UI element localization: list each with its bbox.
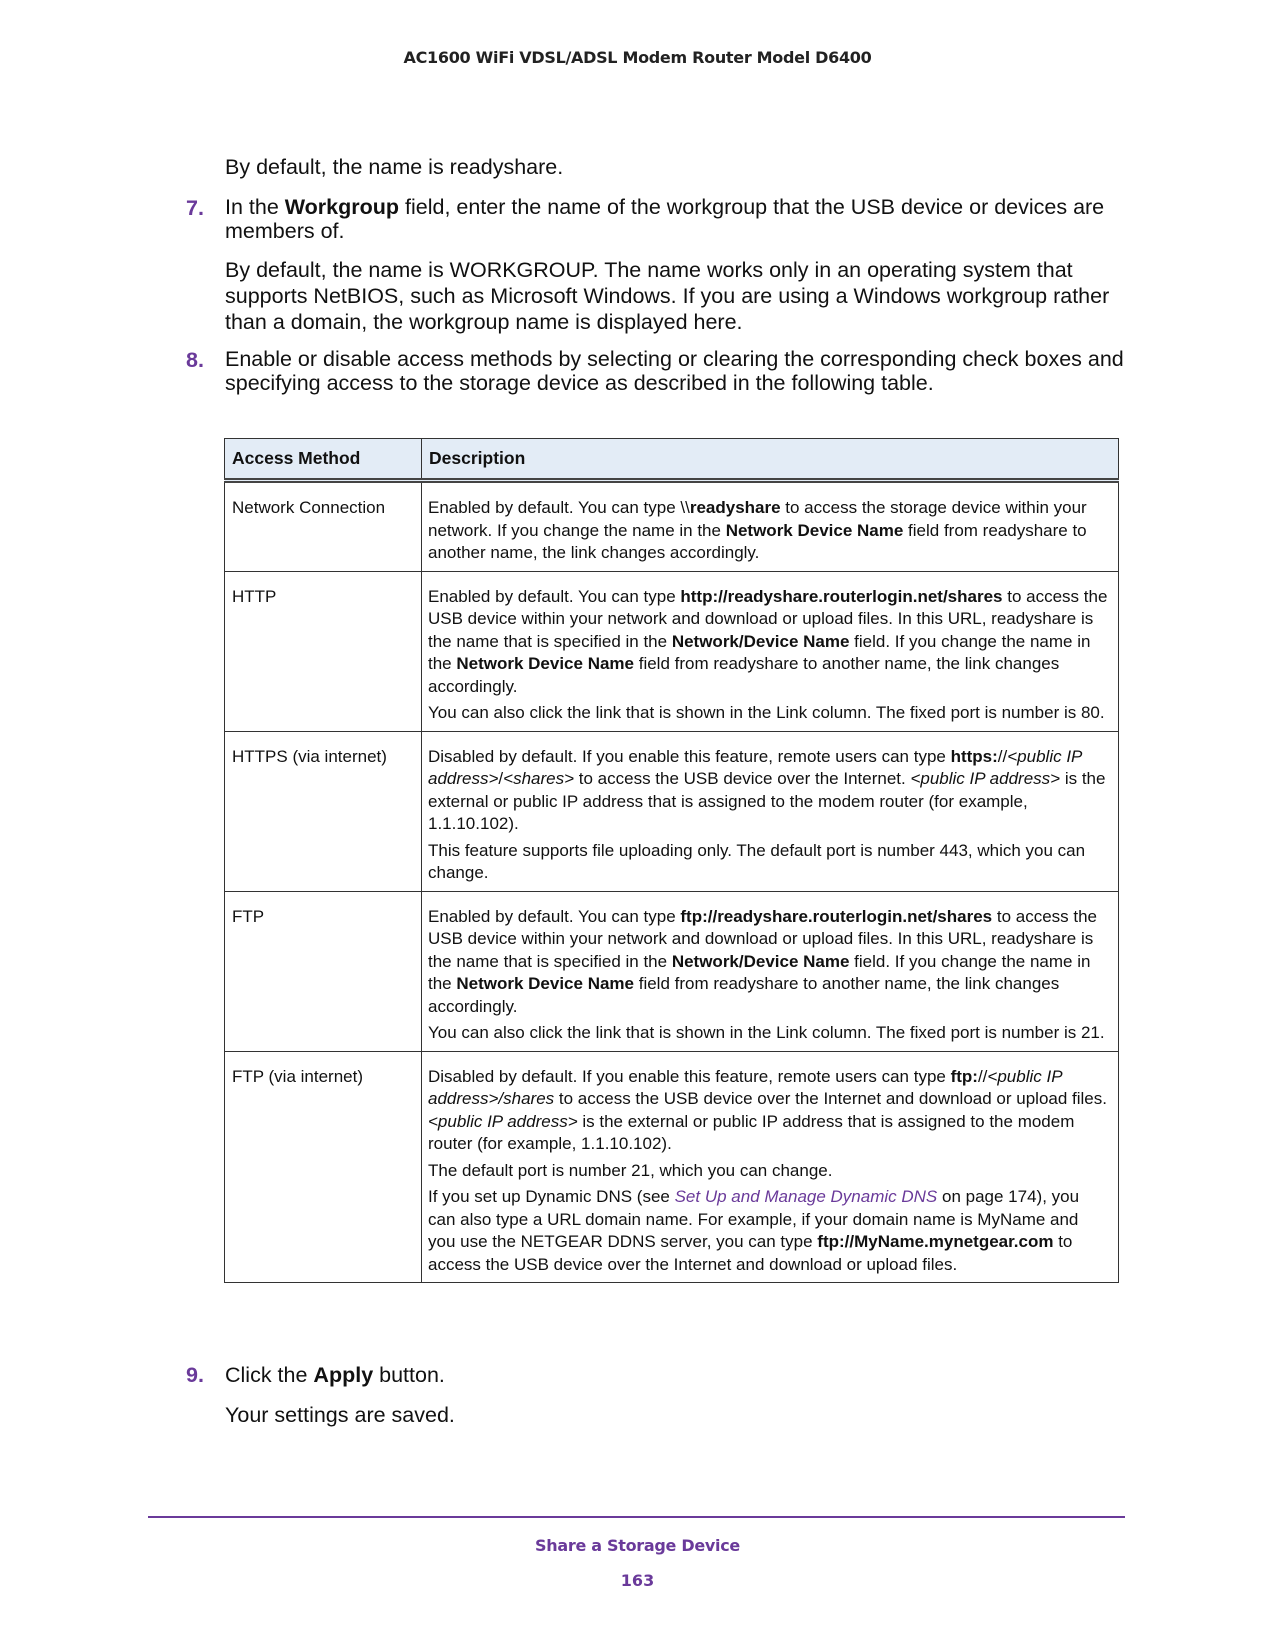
description-paragraph: If you set up Dynamic DNS (see Set Up and Manage Dynamic DNS on page 174), you can also type a URL domain name. For example, if your domain name is MyName and you use the NETGEAR DDNS server, you can type ftp://MyName.mynetgear.com to access the USB device over the Internet and download or upload files.	[428, 1187, 1080, 1274]
apply-button-label: Apply	[313, 1363, 374, 1387]
access-method-cell: Network Connection	[225, 481, 422, 572]
page-number: 163	[620, 1571, 655, 1590]
description-cell	[422, 1051, 1119, 1283]
description-paragraph: Disabled by default. If you enable this feature, remote users can type ftp://<public IP address>/shares to access the USB device over the Internet and download or upload files. <public IP address> is the external or public IP address that is assigned to the modem router (for example, 1.1.10.102).	[428, 1066, 1107, 1153]
description-paragraph: This feature supports file uploading only. The default port is number 443, which you can change.	[428, 840, 1086, 882]
description-cell	[422, 571, 1119, 731]
step-7-text: In the Workgroup field, enter the name of the workgroup that the USB device or devices are members of.	[225, 195, 1105, 243]
table-row	[225, 891, 1119, 1051]
table-header-row	[225, 439, 1119, 481]
step-7-number: 7.	[186, 196, 204, 220]
footer-section-title: Share a Storage Device	[535, 1536, 740, 1555]
workgroup-field-label: Workgroup	[284, 195, 400, 219]
access-methods-table	[224, 438, 1119, 1283]
description-paragraph: You can also click the link that is shown in the Link column. The fixed port is number is 21.	[428, 1023, 1105, 1042]
step-8-text: Enable or disable access methods by selecting or clearing the corresponding check boxes and specifying access to the storage device as described in the following table.	[225, 347, 1124, 395]
column-header-access-method: Access Method	[225, 439, 422, 481]
step-9-note: Your settings are saved.	[225, 1403, 455, 1427]
access-method-cell: FTP (via internet)	[225, 1051, 422, 1283]
dynamic-dns-link[interactable]: Set Up and Manage Dynamic DNS	[674, 1187, 938, 1206]
description-paragraph: The default port is number 21, which you can change.	[428, 1160, 833, 1180]
access-method-cell: FTP	[225, 891, 422, 1051]
running-header: AC1600 WiFi VDSL/ADSL Modem Router Model D6400	[403, 48, 872, 67]
description-paragraph: Disabled by default. If you enable this feature, remote users can type https://<public IP address>/<shares> to access the USB device over the Internet. <public IP address> is the external or public IP address that is assigned to the modem router (for example, 1.1.10.102).	[428, 746, 1106, 833]
table-row	[225, 481, 1119, 572]
intro-paragraph: By default, the name is readyshare.	[225, 155, 564, 179]
footer-divider	[148, 1516, 1125, 1518]
description-paragraph: Enabled by default. You can type ftp://readyshare.routerlogin.net/shares to access the USB device within your network and download or upload files. In this URL, readyshare is the name that is specified in the Network/Device Name field. If you change the name in the Network Device Name field from readyshare to another name, the link changes accordingly.	[428, 906, 1098, 1016]
column-header-description: Description	[422, 439, 1119, 481]
table-row	[225, 1051, 1119, 1283]
table-row	[225, 571, 1119, 731]
step-9-number: 9.	[186, 1363, 204, 1387]
step-9-text: Click the Apply button.	[225, 1363, 445, 1387]
description-cell	[422, 481, 1119, 572]
access-method-cell: HTTP	[225, 571, 422, 731]
access-method-cell: HTTPS (via internet)	[225, 731, 422, 891]
step-8-number: 8.	[186, 348, 204, 372]
description-paragraph: Enabled by default. You can type \\readyshare to access the storage device within your network. If you change the name in the Network Device Name field from readyshare to another name, the link changes accordingly.	[428, 498, 1087, 562]
table-row	[225, 731, 1119, 891]
description-cell	[422, 891, 1119, 1051]
step-7-note: By default, the name is WORKGROUP. The name works only in an operating system that supports NetBIOS, such as Microsoft Windows. If you are using a Windows workgroup rather than a domain, the workgroup name is displayed here.	[225, 258, 1110, 334]
description-paragraph: Enabled by default. You can type http://readyshare.routerlogin.net/shares to access the USB device within your network and download or upload files. In this URL, readyshare is the name that is specified in the Network/Device Name field. If you change the name in the Network Device Name field from readyshare to another name, the link changes accordingly.	[428, 586, 1108, 696]
description-paragraph: You can also click the link that is shown in the Link column. The fixed port is number is 80.	[428, 703, 1105, 722]
description-cell	[422, 731, 1119, 891]
